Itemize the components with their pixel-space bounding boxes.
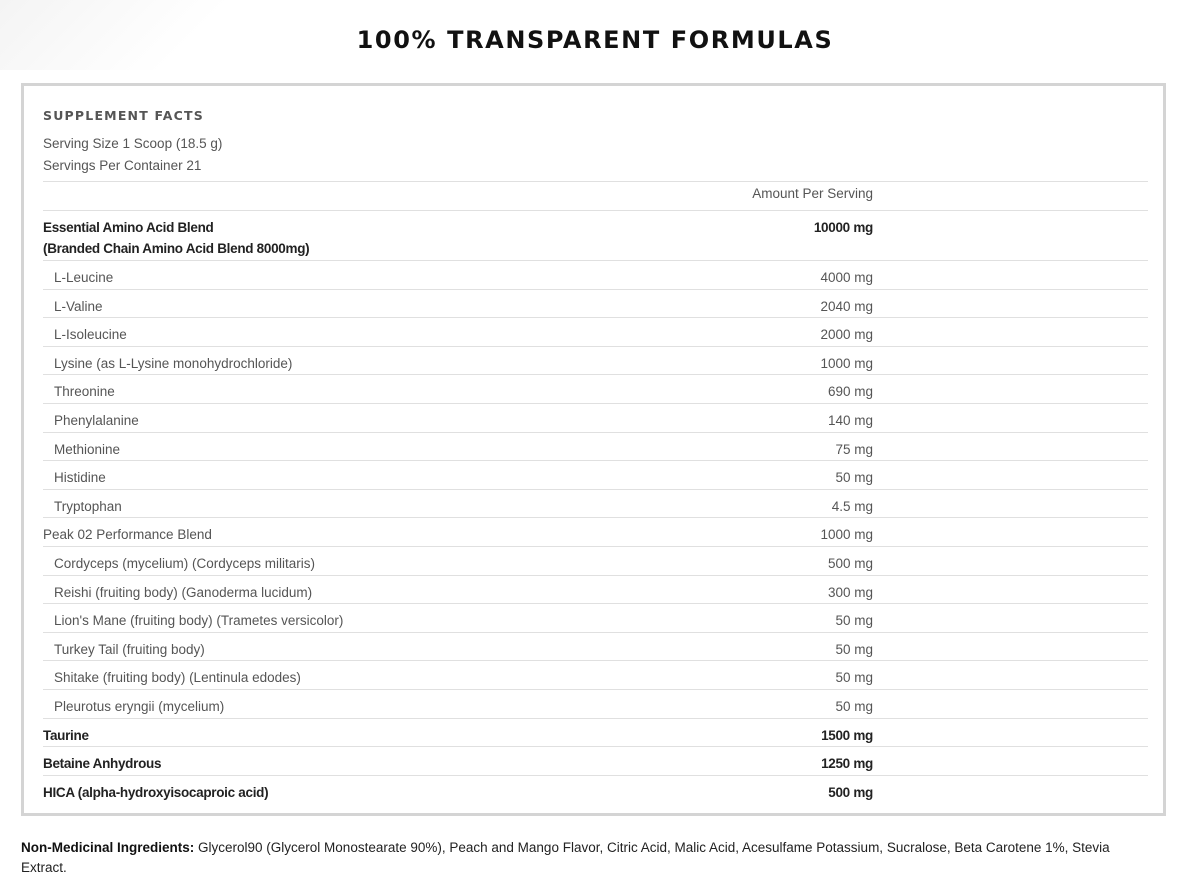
ingredient-amount: 2000 mg bbox=[820, 327, 873, 343]
servings-per-container: Servings Per Container 21 bbox=[43, 158, 202, 173]
facts-row bbox=[43, 432, 1148, 461]
ingredient-amount: 50 mg bbox=[835, 613, 873, 629]
supplement-facts-panel bbox=[21, 83, 1166, 816]
facts-row bbox=[43, 746, 1148, 775]
ingredient-name: Threonine bbox=[54, 384, 115, 400]
ingredient-amount: 690 mg bbox=[827, 384, 873, 400]
ingredient-amount: 50 mg bbox=[835, 470, 873, 486]
ingredient-name: Shitake (fruiting body) (Lentinula edodes) bbox=[54, 670, 301, 686]
ingredient-name: Lion's Mane (fruiting body) (Trametes versicolor) bbox=[54, 613, 344, 629]
page-title: 100% TRANSPARENT FORMULAS bbox=[356, 26, 834, 54]
divider bbox=[43, 181, 1148, 182]
ingredient-name: L-Valine bbox=[54, 298, 103, 314]
ingredient-amount: 1000 mg bbox=[820, 355, 873, 371]
ingredient-amount: 300 mg bbox=[827, 584, 873, 600]
facts-row bbox=[43, 660, 1148, 689]
amount-per-serving-header: Amount Per Serving bbox=[752, 186, 873, 201]
ingredient-amount: 1250 mg bbox=[821, 756, 873, 772]
ingredient-name: Phenylalanine bbox=[54, 412, 139, 428]
facts-row bbox=[43, 689, 1148, 718]
ingredient-amount: 10000 mg bbox=[813, 220, 873, 235]
ingredient-amount: 50 mg bbox=[835, 698, 873, 714]
ingredient-amount: 1000 mg bbox=[820, 527, 873, 543]
facts-row bbox=[43, 210, 1148, 260]
ingredient-amount: 50 mg bbox=[835, 641, 873, 657]
facts-row bbox=[43, 346, 1148, 375]
facts-row bbox=[43, 546, 1148, 575]
ingredient-name: L-Isoleucine bbox=[54, 327, 127, 343]
ingredient-name: Reishi (fruiting body) (Ganoderma lucidum) bbox=[54, 584, 313, 600]
serving-size: Serving Size 1 Scoop (18.5 g) bbox=[43, 136, 223, 151]
facts-row bbox=[43, 632, 1148, 661]
facts-row bbox=[43, 603, 1148, 632]
ingredient-name: Taurine bbox=[43, 727, 89, 743]
ingredient-amount: 50 mg bbox=[835, 670, 873, 686]
facts-row bbox=[43, 260, 1148, 289]
ingredient-amount: 500 mg bbox=[828, 784, 873, 800]
ingredient-name: Cordyceps (mycelium) (Cordyceps militaris) bbox=[54, 555, 316, 571]
ingredient-name: Peak 02 Performance Blend bbox=[43, 527, 212, 543]
ingredient-name: HICA (alpha-hydroxyisocaproic acid) bbox=[43, 784, 269, 800]
ingredient-name: L-Leucine bbox=[54, 270, 114, 285]
facts-row bbox=[43, 403, 1148, 432]
ingredient-amount: 4000 mg bbox=[820, 270, 873, 285]
ingredient-name: Histidine bbox=[54, 470, 106, 486]
facts-row bbox=[43, 517, 1148, 546]
ingredient-amount: 1500 mg bbox=[821, 727, 873, 743]
ingredient-name: Betaine Anhydrous bbox=[43, 756, 162, 772]
ingredient-amount: 4.5 mg bbox=[831, 498, 873, 514]
ingredients-text: Glycerol90 (Glycerol Monostearate 90%), Peach and Mango Flavor, Citric Acid, Malic Acid, Acesulfame Potassium, Sucralose, Beta Carotene 1%, Stevia Extract. bbox=[21, 840, 1110, 875]
non-medicinal-ingredients bbox=[21, 838, 1141, 878]
ingredients-label: Non-Medicinal Ingredients: bbox=[21, 840, 195, 855]
facts-row bbox=[43, 775, 1148, 804]
ingredient-name-line2: (Branded Chain Amino Acid Blend 8000mg) bbox=[43, 241, 310, 256]
facts-row bbox=[43, 718, 1148, 747]
ingredient-name: Methionine bbox=[54, 441, 121, 457]
ingredient-name: Essential Amino Acid Blend bbox=[43, 220, 214, 235]
ingredient-name: Turkey Tail (fruiting body) bbox=[54, 641, 205, 657]
facts-heading: SUPPLEMENT FACTS bbox=[43, 108, 204, 123]
facts-row bbox=[43, 489, 1148, 518]
facts-row bbox=[43, 289, 1148, 318]
facts-table bbox=[43, 210, 1148, 803]
ingredient-amount: 75 mg bbox=[835, 441, 873, 457]
ingredient-amount: 2040 mg bbox=[820, 298, 873, 314]
facts-row bbox=[43, 575, 1148, 604]
facts-row bbox=[43, 374, 1148, 403]
ingredient-amount: 500 mg bbox=[827, 555, 873, 571]
ingredient-name: Tryptophan bbox=[54, 498, 122, 514]
facts-row bbox=[43, 317, 1148, 346]
ingredient-name: Lysine (as L-Lysine monohydrochloride) bbox=[54, 355, 293, 371]
ingredient-name: Pleurotus eryngii (mycelium) bbox=[54, 698, 225, 714]
facts-row bbox=[43, 460, 1148, 489]
ingredient-amount: 140 mg bbox=[827, 412, 873, 428]
